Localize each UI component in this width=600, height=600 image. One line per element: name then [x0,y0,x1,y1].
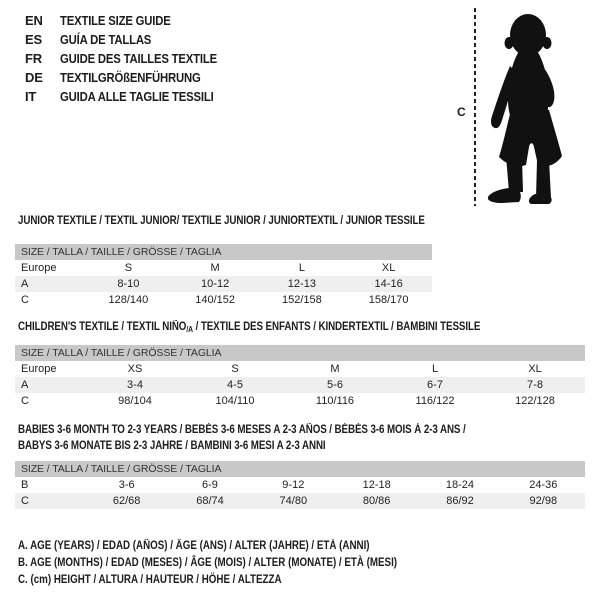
table-row-height [15,393,585,409]
size-bar-label: SIZE / TALLA / TAILLE / GRÖSSE / TAGLIA [15,461,585,477]
cell: 6-7 [385,377,485,393]
lang-row-de [25,68,240,87]
cell: 9-12 [282,479,305,491]
cell: 10-12 [172,276,259,292]
cell: M [210,262,220,274]
cell: XL [381,262,396,274]
legend-line-a: A. AGE (YEARS) / EDAD (AÑOS) / ÂGE (ANS) / ALTER (JAHRE) / ETÀ (ANNI) [18,540,370,552]
cell: 104/110 [215,395,255,407]
lang-code: EN [25,13,43,28]
cell: XS [127,363,143,375]
legend-line-b: B. AGE (MONTHS) / EDAD (MESES) / ÂGE (MOIS) / ALTER (MONATE) / ETÀ (MESI) [18,557,398,569]
cell: A [15,276,85,292]
lang-title: GUIDA ALLE TAGLIE TESSILI [60,89,214,104]
cell: L [298,262,305,274]
lang-row-es [25,30,240,49]
lang-title: GUIDE DES TAILLES TEXTILE [60,51,217,66]
section-title-text: JUNIOR TEXTILE / TEXTIL JUNIOR/ TEXTILE JUNIOR / JUNIORTEXTIL / JUNIOR TESSILE [18,215,425,227]
lang-code: ES [25,32,42,47]
cell: 62/68 [85,493,168,509]
cell: B [21,479,29,491]
section-title-junior [18,215,497,227]
cell: 98/104 [118,395,152,407]
table-row-height [15,292,432,308]
lang-code: DE [25,70,43,85]
children-size-table [15,345,585,409]
size-bar-label: SIZE / TALLA / TAILLE / GRÖSSE / TAGLIA [15,345,585,361]
table-row-age [15,276,432,292]
cell: 14-16 [345,276,432,292]
cell: C [15,493,85,509]
cell: 18-24 [445,479,475,491]
size-bar-row [15,345,585,361]
language-title-list [25,11,240,106]
table-row-height [15,493,585,509]
cell: S [124,262,133,274]
size-bar-label: SIZE / TALLA / TAILLE / GRÖSSE / TAGLIA [15,244,432,260]
cell: 158/170 [368,294,409,306]
cell: 12-18 [362,479,391,491]
cell: 110/116 [315,395,355,407]
cell: XL [528,363,542,375]
cell: 3-4 [85,377,185,393]
cell: 92/98 [502,493,585,509]
height-measure-label: C [457,105,466,119]
measurement-legend [18,538,464,589]
cell: M [330,363,340,375]
cell: 5-6 [285,377,385,393]
cell: 116/122 [415,395,455,407]
cell: 8-10 [85,276,172,292]
cell: 122/128 [515,395,555,407]
cell: Europe [21,363,57,375]
cell: 3-6 [118,479,135,491]
cell: S [231,363,239,375]
cell: 128/140 [108,294,149,306]
cell: 68/74 [168,493,251,509]
cell: 152/158 [281,294,322,306]
section-title-text: CHILDREN'S TEXTILE / TEXTIL $NIÑO_{/A}$ / TEXTILE DES ENFANTS / KINDERTEXTIL / BAMBINI TESSILE [18,321,481,334]
cell: 4-5 [185,377,285,393]
cell: 140/152 [195,294,235,306]
lang-code: FR [25,51,42,66]
table-row-age-months [15,477,585,493]
lang-row-it [25,87,240,106]
subscript: /A [186,325,193,334]
cell: 7-8 [485,377,585,393]
cell: 74/80 [252,493,335,509]
size-bar-row [15,244,432,260]
cell: 6-9 [202,479,218,491]
cell: 80/86 [335,493,418,509]
baby-silhouette-icon [483,6,589,206]
lang-title: GUÍA DE TALLAS [60,32,152,47]
cell: 24-36 [529,479,558,491]
cell: C [21,395,29,407]
junior-size-table [15,244,432,308]
table-row-europe [15,260,432,276]
babies-size-table [15,461,585,509]
legend-lines [18,538,397,589]
lang-row-en [25,11,240,30]
cell: C [21,294,29,306]
size-bar-row [15,461,585,477]
height-dashed-line [474,8,476,206]
lang-code: IT [25,89,37,104]
cell: 86/92 [418,493,501,509]
lang-title: TEXTILGRÖßENFÜHRUNG [60,70,201,85]
cell: Europe [21,262,57,274]
legend-line-c: C. (cm) HEIGHT / ALTURA / HAUTEUR / HÖHE / ALTEZZA [18,574,282,586]
section-title-babies [18,422,545,454]
section-title-children [18,321,562,334]
table-row-europe [15,361,585,377]
lang-title: TEXTILE SIZE GUIDE [60,13,171,28]
section-title-text: BABIES 3-6 MONTH TO 2-3 YEARS / BEBÉS 3-6 MESES A 2-3 AÑOS / BÉBÉS 3-6 MOIS À 2-3 ANS / BABYS 3-6 MONATE BIS 2-3 JAHRE / BAMBINI 3-6 MESI A 2-3 ANNI [18,424,466,452]
lang-row-fr [25,49,240,68]
cell: 12-13 [259,276,346,292]
table-row-age [15,377,585,393]
cell: A [15,377,85,393]
cell: L [431,363,439,375]
